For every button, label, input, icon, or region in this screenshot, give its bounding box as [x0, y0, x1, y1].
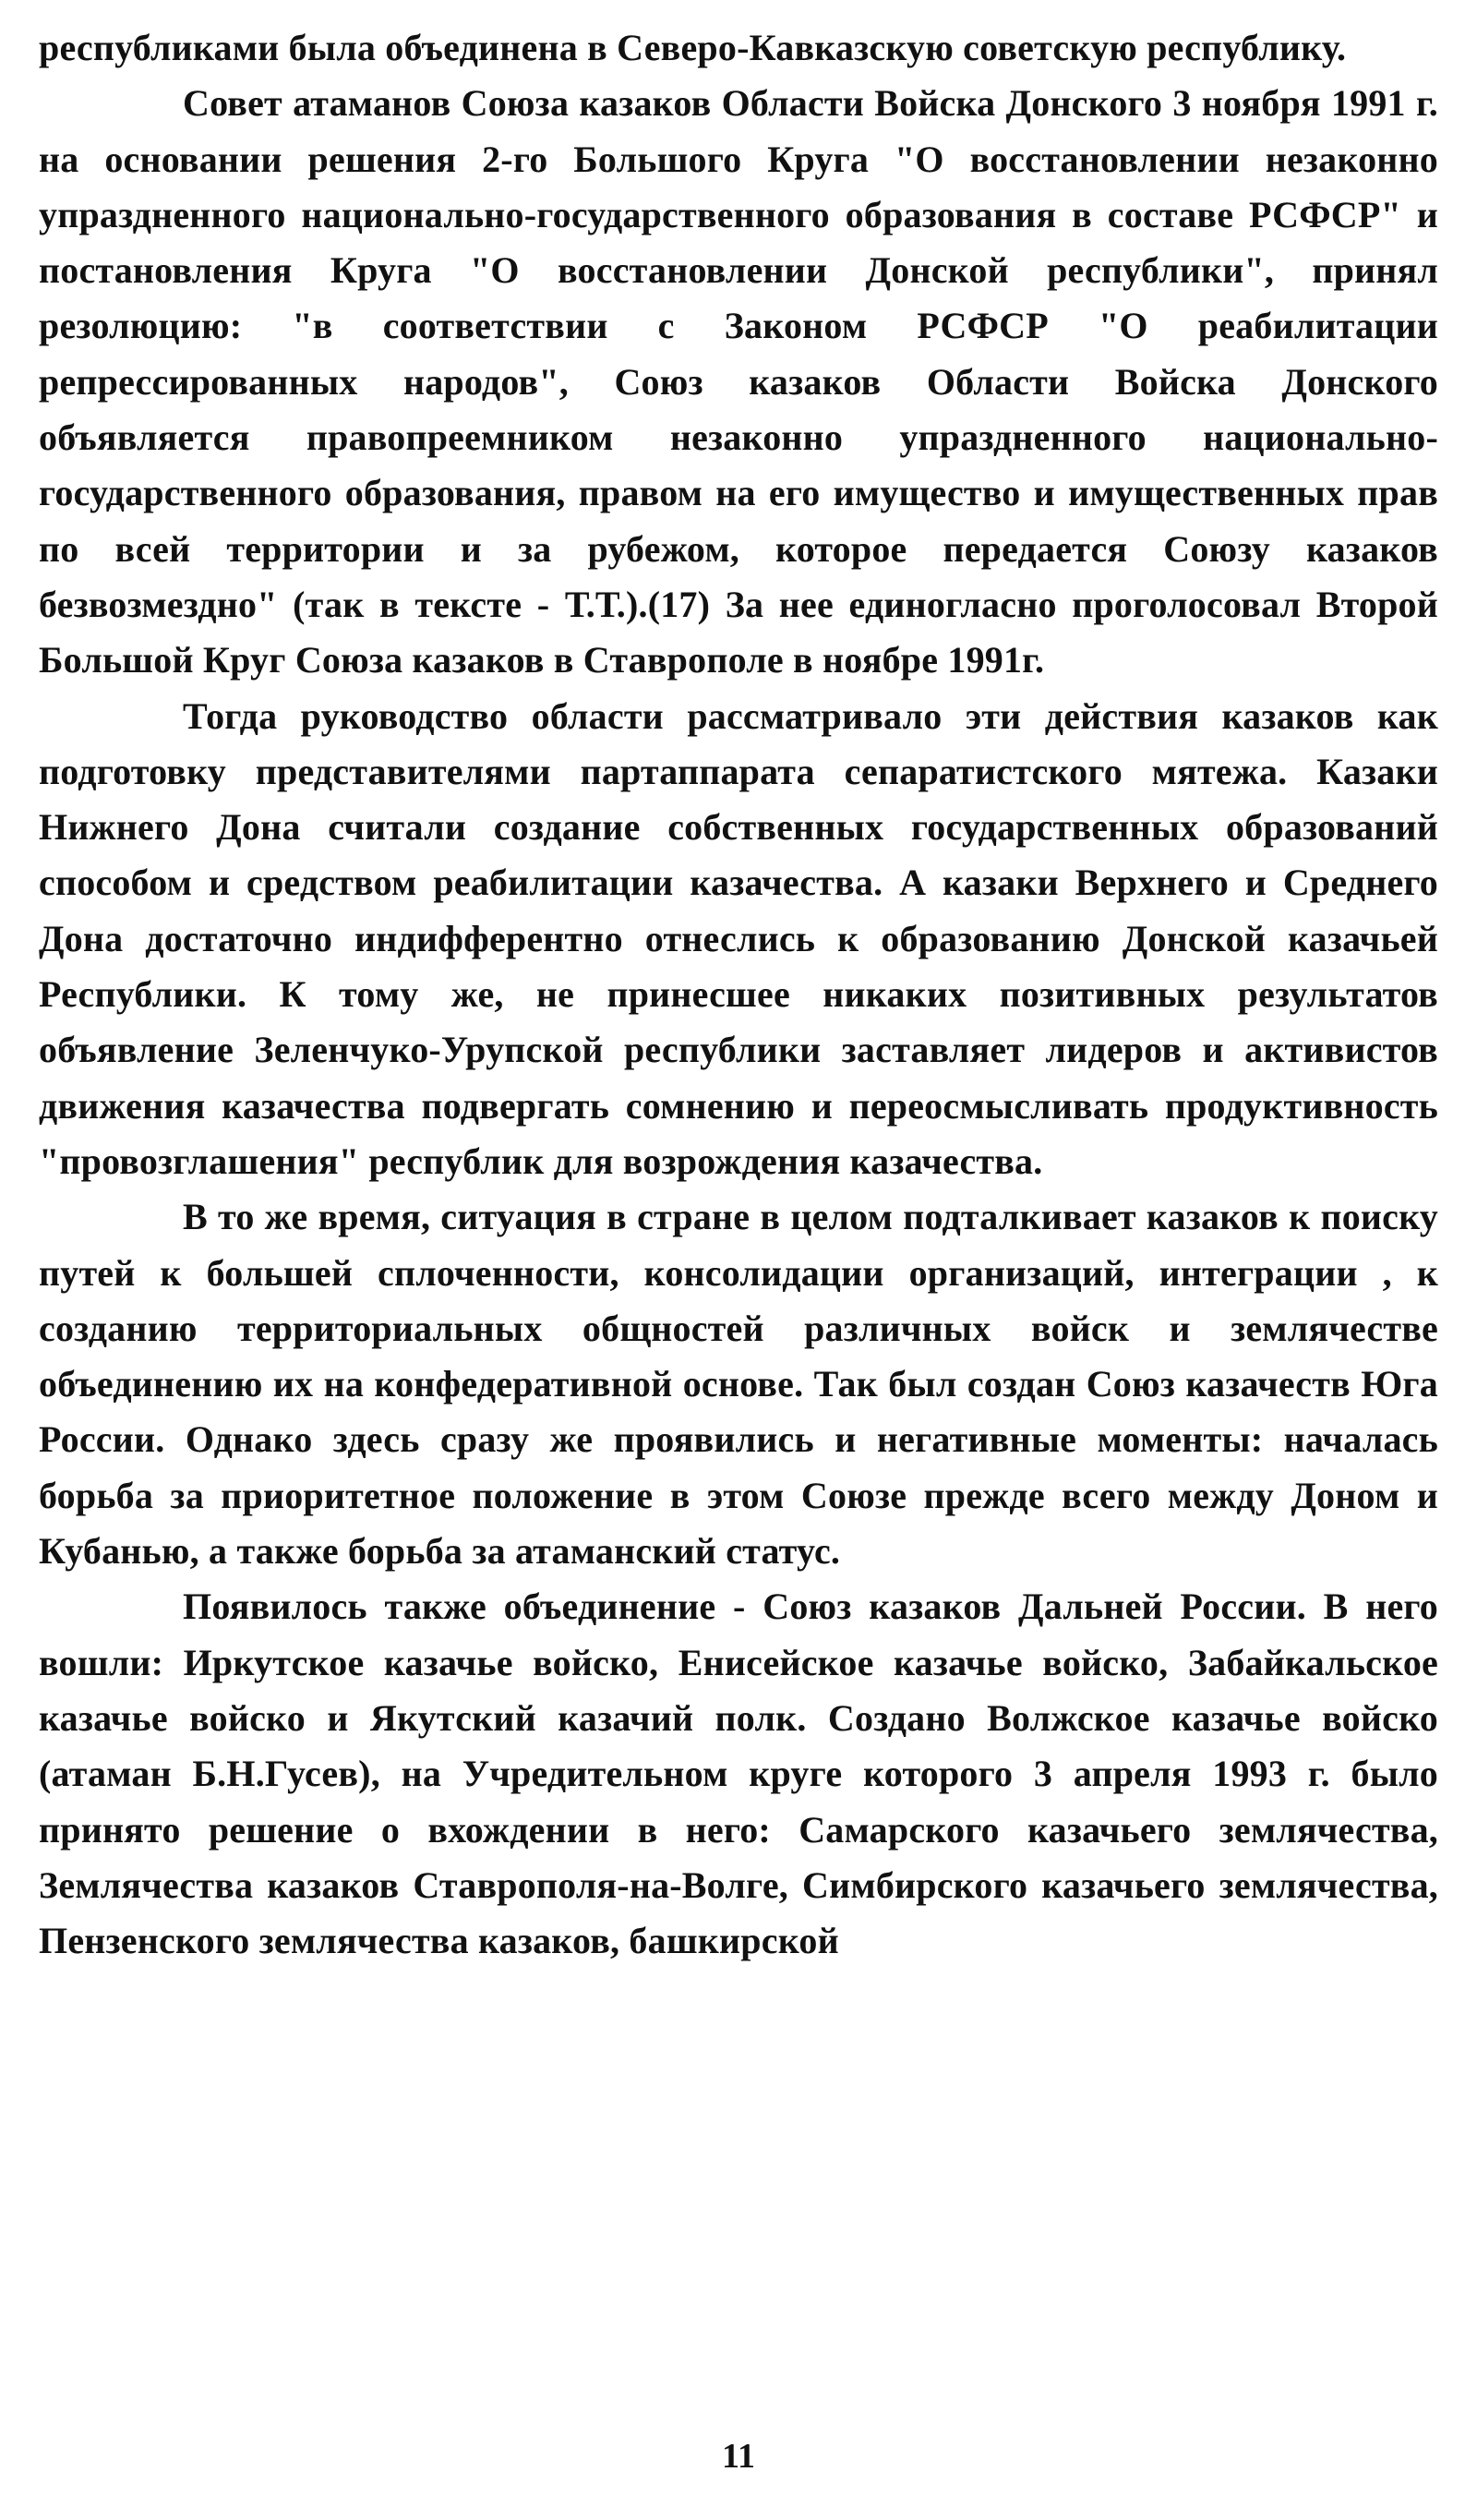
paragraph-council-resolution: Совет атаманов Союза казаков Области Войска Донского 3 ноября 1991 г. на основании решения 2-го Большого Круга "О восстановлении незаконно упраздненного национально-государственного образования в составе РСФСР" и постановления Круга "О восстановлении Донской республики", принял резолюцию: "в соответствии с Законом РСФСР "О реабилитации репрессированных народов", Союз казаков Области Войска Донского объявляется правопреемником незаконно упраздненного национально-государственного образования, правом на его имущество и имущественных прав по всей территории и за рубежом, которое передается Союзу казаков безвозмездно" (так в тексте - Т.Т.).(17) За нее единогласно проголосовал Второй Большой Круг Союза казаков в Ставрополе в ноябре 1991г.	[39, 82, 1438, 681]
paragraph-union-south-russia: В то же время, ситуация в стране в целом подталкивает казаков к поиску путей к большей сплоченности, консолидации организаций, интеграции , к созданию территориальных общностей различных войск и землячестве объединению их на конфедеративной основе. Так был создан Союз казачеств Юга России. Однако здесь сразу же проявились и негативные моменты: началась борьба за приоритетное положение в этом Союзе прежде всего между Доном и Кубанью, а также борьба за атаманский статус.	[39, 1196, 1438, 1573]
paragraph-union-far-russia: Появилось также объединение - Союз казаков Дальней России. В него вошли: Иркутское казачье войско, Енисейское казачье войско, Забайкальское казачье войско и Якутский казачий полк. Создано Волжское казачье войско (атаман Б.Н.Гусев), на Учредительном круге которого 3 апреля 1993 г. было принято решение о вхождении в него: Самарского казачьего землячества, Землячества казаков Ставрополя-на-Волге, Симбирского казачьего землячества, Пензенского землячества казаков, башкирской	[39, 1586, 1438, 1962]
paragraph-continuation: республиками была объединена в Северо-Кавказскую советскую республику.	[39, 27, 1347, 68]
page-number: 11	[722, 2437, 755, 2476]
paragraph-regional-leadership: Тогда руководство области рассматривало эти действия казаков как подготовку представителями партаппарата сепаратистского мятежа. Казаки Нижнего Дона считали создание собственных государственных образований способом и средством реабилитации казачества. А казаки Верхнего и Среднего Дона достаточно индифферентно отнеслись к образованию Донской казачьей Республики. К тому же, не принесшее никаких позитивных результатов объявление Зеленчуко-Урупской республики заставляет лидеров и активистов движения казачества подвергать сомнению и переосмысливать продуктивность "провозглашения" республик для возрождения казачества.	[39, 694, 1438, 1182]
document-page	[39, 20, 1438, 1969]
